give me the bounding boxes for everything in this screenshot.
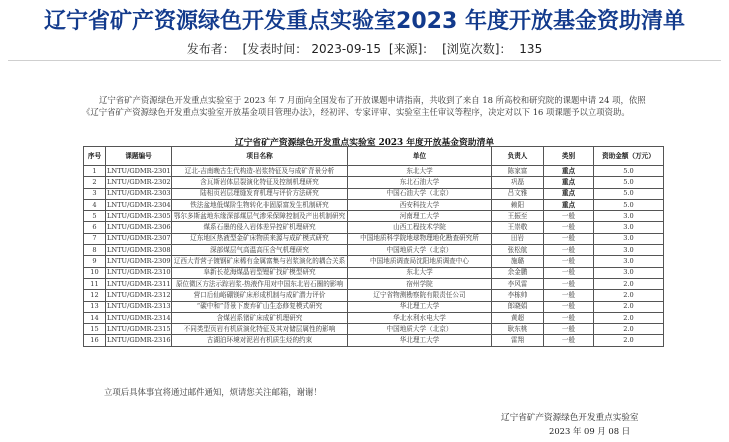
table-cell: 3.0 xyxy=(594,233,664,244)
table-cell: 陆相页岩层理缝发育机理与评价方法研究 xyxy=(172,188,348,199)
page-title: 辽宁省矿产资源绿色开发重点实验室2023 年度开放基金资助清单 xyxy=(44,9,685,34)
table-cell: 山西工程技术学院 xyxy=(348,222,492,233)
grant-table xyxy=(83,146,664,347)
table-cell: LNTU/GDMR-2308 xyxy=(106,245,172,256)
table-row xyxy=(84,188,664,199)
source-label: [来源]： xyxy=(388,42,435,56)
header-cell: 单位 xyxy=(348,147,492,166)
table-row xyxy=(84,199,664,210)
notice-paragraph: 辽宁省矿产资源绿色开发重点实验室于 2023 年 7 月面向全国发布了开放课题申请指南，共收到了来自 18 所高校和研究院的课题申请 24 项，依照《辽宁省矿产资源绿色开发重点实验室开放基金项目管理办法》，经初评、专家评审、实验室主任审议等程序，决定对以下 16 项课题予以立项资助。 xyxy=(82,95,646,117)
table-cell: 一般 xyxy=(544,222,594,233)
header-cell: 项目名称 xyxy=(172,147,348,166)
table-cell: LNTU/GDMR-2306 xyxy=(106,222,172,233)
table-cell: 中国石油大学（北京） xyxy=(348,188,492,199)
table-row xyxy=(84,256,664,267)
table-cell: 3.0 xyxy=(594,267,664,278)
table-cell: 8 xyxy=(84,245,106,256)
table-cell: 一般 xyxy=(544,301,594,312)
table-cell: 原位微区方法示踪岩浆-热液作用对中国东北岩石圈的影响 xyxy=(172,278,348,289)
table-row xyxy=(84,211,664,222)
table-cell: 赖阳 xyxy=(492,199,544,210)
table-cell: 王振至 xyxy=(492,211,544,222)
table-cell: 辽宁省物测勘察院有限责任公司 xyxy=(348,290,492,301)
publisher-label: 发布者： xyxy=(186,42,235,56)
table-cell: 黄超 xyxy=(492,312,544,323)
table-cell: 营口后仙峪硼镁矿床形成机制与成矿潜力评价 xyxy=(172,290,348,301)
table-cell: 14 xyxy=(84,312,106,323)
table-cell: 12 xyxy=(84,290,106,301)
signature-date: 2023 年 09 月 08 日 xyxy=(549,426,631,436)
views-label: [浏览次数]： xyxy=(442,42,512,56)
table-cell: 一般 xyxy=(544,278,594,289)
table-cell: 重点 xyxy=(544,199,594,210)
views-count: 135 xyxy=(519,42,543,56)
table-row xyxy=(84,177,664,188)
table-cell: 华北理工大学 xyxy=(348,335,492,346)
table-cell: 重点 xyxy=(544,166,594,177)
table-cell: 一般 xyxy=(544,256,594,267)
table-cell: 一般 xyxy=(544,211,594,222)
table-cell: “碳中和”背景下废弃矿山生态修复模式研究 xyxy=(172,301,348,312)
table-row xyxy=(84,233,664,244)
table-cell: 一般 xyxy=(544,290,594,301)
table-cell: 3.0 xyxy=(594,222,664,233)
table-cell: 宿州学院 xyxy=(348,278,492,289)
table-cell: 辽西大青营子镀钢矿床稀有金属富集与岩浆演化的耦合关系 xyxy=(172,256,348,267)
table-row xyxy=(84,222,664,233)
table-cell: 深部煤层气高温高压含气机理研究 xyxy=(172,245,348,256)
header-cell: 类别 xyxy=(544,147,594,166)
table-cell: 3.0 xyxy=(594,211,664,222)
table-cell: LNTU/GDMR-2311 xyxy=(106,278,172,289)
table-cell: 中国地质科学院地球物理地化勘查研究所 xyxy=(348,233,492,244)
table-cell: 郎晓娟 xyxy=(492,301,544,312)
header-cell: 课题编号 xyxy=(106,147,172,166)
table-cell: 11 xyxy=(84,278,106,289)
table-cell: 华北水利水电大学 xyxy=(348,312,492,323)
table-cell: LNTU/GDMR-2315 xyxy=(106,324,172,335)
header-cell: 负责人 xyxy=(492,147,544,166)
table-cell: 巩磊 xyxy=(492,177,544,188)
table-cell: 5.0 xyxy=(594,177,664,188)
table-cell: 15 xyxy=(84,324,106,335)
divider xyxy=(8,60,721,61)
table-row xyxy=(84,166,664,177)
table-cell: 5.0 xyxy=(594,166,664,177)
table-cell: 王崇敬 xyxy=(492,222,544,233)
table-cell: LNTU/GDMR-2314 xyxy=(106,312,172,323)
table-cell: LNTU/GDMR-2304 xyxy=(106,199,172,210)
table-cell: 13 xyxy=(84,301,106,312)
table-cell: 雷翔 xyxy=(492,335,544,346)
table-row xyxy=(84,301,664,312)
table-cell: 余金鹏 xyxy=(492,267,544,278)
table-header-row xyxy=(84,147,664,166)
table-cell: 2.0 xyxy=(594,290,664,301)
table-row xyxy=(84,335,664,346)
publish-time: 2023-09-15 xyxy=(311,42,382,56)
signature-org: 辽宁省矿产资源绿色开发重点实验室 xyxy=(501,413,639,423)
table-cell: 重点 xyxy=(544,177,594,188)
table-cell: 一般 xyxy=(544,233,594,244)
table-cell: 1 xyxy=(84,166,106,177)
table-cell: 一般 xyxy=(544,267,594,278)
table-cell: 7 xyxy=(84,233,106,244)
table-cell: 2.0 xyxy=(594,278,664,289)
table-cell: 施璐 xyxy=(492,256,544,267)
table-cell: 5.0 xyxy=(594,188,664,199)
table-row xyxy=(84,312,664,323)
table-cell: 9 xyxy=(84,256,106,267)
publish-time-label: [发表时间： xyxy=(242,42,308,56)
table-cell: 含煤岩系锗矿床成矿机理研究 xyxy=(172,312,348,323)
table-cell: 10 xyxy=(84,267,106,278)
table-cell: LNTU/GDMR-2312 xyxy=(106,290,172,301)
table-cell: 含瓦斯岩体层裂演化特征及控制机理研究 xyxy=(172,177,348,188)
table-cell: 2.0 xyxy=(594,324,664,335)
table-cell: LNTU/GDMR-2313 xyxy=(106,301,172,312)
table-cell: 2 xyxy=(84,177,106,188)
article-meta xyxy=(0,40,729,57)
table-cell: 一般 xyxy=(544,245,594,256)
table-cell: 吕文雅 xyxy=(492,188,544,199)
table-cell: 张松航 xyxy=(492,245,544,256)
table-cell: 田岩 xyxy=(492,233,544,244)
table-cell: 华北理工大学 xyxy=(348,301,492,312)
table-cell: LNTU/GDMR-2301 xyxy=(106,166,172,177)
table-cell: 煤系石墨的侵入岩体差异控矿机理研究 xyxy=(172,222,348,233)
header-cell: 资助金额（万元） xyxy=(594,147,664,166)
table-cell: 一般 xyxy=(544,312,594,323)
table-cell: 东北大学 xyxy=(348,267,492,278)
table-cell: 2.0 xyxy=(594,335,664,346)
table-cell: 2.0 xyxy=(594,301,664,312)
table-cell: 耿东桃 xyxy=(492,324,544,335)
table-title: 辽宁省矿产资源绿色开发重点实验室 2023 年度开放基金资助清单 xyxy=(234,138,495,148)
table-cell: 5.0 xyxy=(594,199,664,210)
table-cell: LNTU/GDMR-2316 xyxy=(106,335,172,346)
table-cell: 一般 xyxy=(544,324,594,335)
table-cell: 2.0 xyxy=(594,312,664,323)
table-cell: 李风雷 xyxy=(492,278,544,289)
table-cell: 西安科技大学 xyxy=(348,199,492,210)
table-cell: 6 xyxy=(84,222,106,233)
table-cell: LNTU/GDMR-2307 xyxy=(106,233,172,244)
table-cell: LNTU/GDMR-2302 xyxy=(106,177,172,188)
table-cell: 中国地质调查局沈阳地质调查中心 xyxy=(348,256,492,267)
table-cell: LNTU/GDMR-2309 xyxy=(106,256,172,267)
table-cell: 古湖泊环境对泥岩有机质生烃的约束 xyxy=(172,335,348,346)
table-cell: 阜新长花海煤晶岩型锂矿找矿模型研究 xyxy=(172,267,348,278)
table-cell: 5 xyxy=(84,211,106,222)
table-cell: 一般 xyxy=(544,335,594,346)
table-cell: 鄂尔多斯盆地东缘深部煤层气渗采保障控制及产出机制研究 xyxy=(172,211,348,222)
table-cell: 3.0 xyxy=(594,245,664,256)
table-cell: 辽东地区热液型金矿床物质来源与成矿模式研究 xyxy=(172,233,348,244)
table-cell: 河南理工大学 xyxy=(348,211,492,222)
table-cell: LNTU/GDMR-2303 xyxy=(106,188,172,199)
table-cell: 重点 xyxy=(544,188,594,199)
table-cell: 3 xyxy=(84,188,106,199)
table-cell: 4 xyxy=(84,199,106,210)
table-body xyxy=(84,166,664,347)
table-cell: LNTU/GDMR-2310 xyxy=(106,267,172,278)
table-cell: 3.0 xyxy=(594,256,664,267)
table-row xyxy=(84,245,664,256)
table-cell: 东北石油大学 xyxy=(348,177,492,188)
table-cell: 中国地质大学（北京） xyxy=(348,324,492,335)
table-cell: 辽北-吉南晚古生代构造-岩浆特征及与成矿背景分析 xyxy=(172,166,348,177)
table-cell: 中国地质大学（北京） xyxy=(348,245,492,256)
footer-note: 立项后具体事宜将通过邮件通知，烦请您关注邮箱，谢谢！ xyxy=(104,387,322,397)
table-cell: 不同类型页岩有机质演化特征及其对储层属性的影响 xyxy=(172,324,348,335)
table-cell: 铁法盆地低煤阶生物转化非固原富发生机制研究 xyxy=(172,199,348,210)
table-row xyxy=(84,278,664,289)
table-cell: 李栋帅 xyxy=(492,290,544,301)
table-cell: 陈家富 xyxy=(492,166,544,177)
table-cell: 16 xyxy=(84,335,106,346)
header-cell: 序号 xyxy=(84,147,106,166)
table-row xyxy=(84,290,664,301)
table-cell: 东北大学 xyxy=(348,166,492,177)
table-row xyxy=(84,267,664,278)
table-cell: LNTU/GDMR-2305 xyxy=(106,211,172,222)
table-row xyxy=(84,324,664,335)
